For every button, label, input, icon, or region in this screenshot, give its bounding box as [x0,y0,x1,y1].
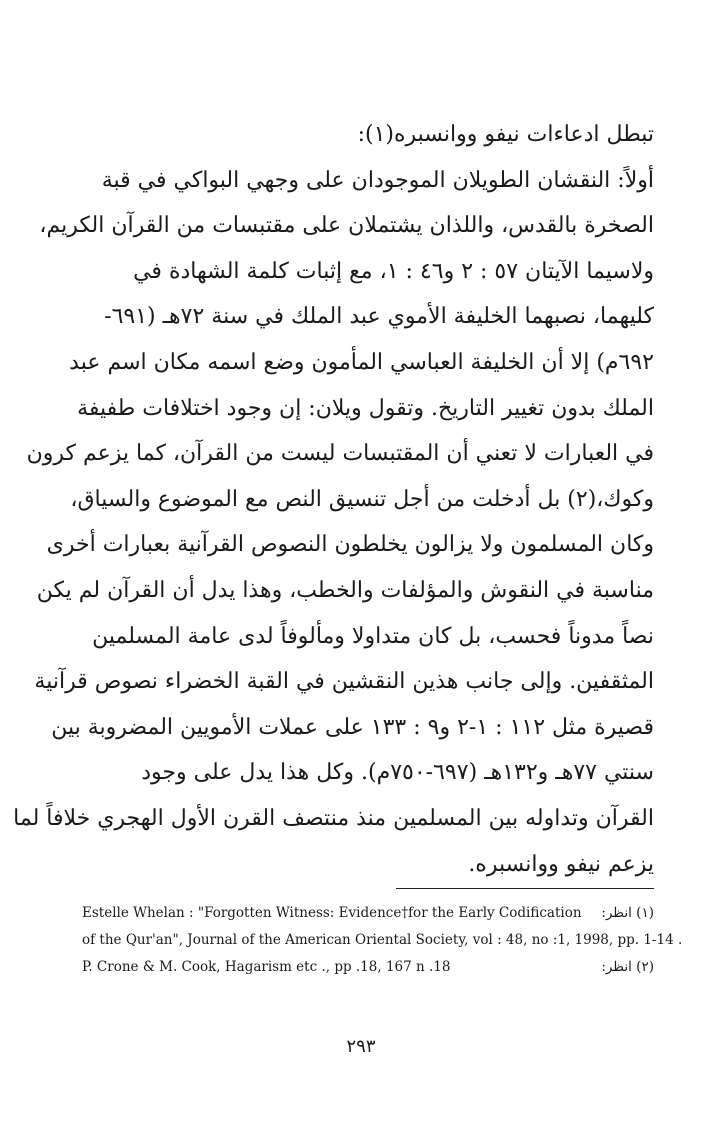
text-line: نصاً مدوناً فحسب، بل كان متداولا ومألوفاً لدى عامة المسلمين [92,623,654,649]
page-number: ٢٩٣ [346,1036,376,1057]
text-line: أولاً: النقشان الطويلان الموجودان على وجهي البواكي في قبة [101,167,654,193]
text-line: يزعم نيفو ووانسبره. [468,851,654,877]
footnote-1-marker: (١) انظر: [601,905,654,921]
text-line: وكوك،(٢) بل أدخلت من أجل تنسيق النص مع الموضوع والسياق، [70,486,654,512]
main-text-block [13,112,654,887]
text-line: قصيرة مثل ١١٢ : ١-٢ و٩ : ١٣٣ على عملات الأمويين المضروبة بين [51,714,654,740]
footnote-1-text-cont: of the Qur'an", Journal of the American Oriental Society, vol : 48, no :1, 1998, pp. 1-14 . [82,932,683,948]
footnote-2-marker: (٢) انظر: [601,959,654,975]
text-line: الصخرة بالقدس، واللذان يشتملان على مقتبسات من القرآن الكريم، [39,213,654,239]
text-line: وكان المسلمون ولا يزالون يخلطون النصوص القرآنية بعبارات أخرى [46,532,654,558]
text-line: كليهما، نصبهما الخليفة الأموي عبد الملك في سنة ٧٢هـ (٦٩١- [104,304,654,330]
text-line: مناسبة في النقوش والمؤلفات والخطب، وهذا يدل أن القرآن لم يكن [36,577,654,603]
footnote-1-text: Estelle Whelan : "Forgotten Witness: Evidence†for the Early Codification [82,905,582,921]
text-line: المثقفين. وإلى جانب هذين النقشين في القبة الخضراء نصوص قرآنية [34,669,654,695]
text-line: ٦٩٢م) إلا أن الخليفة العباسي المأمون وضع اسمه مكان اسم عبد [69,349,654,375]
text-line: سنتي ٧٧هـ و١٣٢هـ (٦٩٧-٧٥٠م). وكل هذا يدل على وجود [141,760,654,786]
footnote-2-text: P. Crone & M. Cook, Hagarism etc ., pp .18, 167 n .18 [82,959,451,975]
text-line: تبطل ادعاءات نيفو ووانسبره(١): [357,122,654,147]
text-line: الملك بدون تغيير التاريخ. وتقول ويلان: إن وجود اختلافات طفيفة [77,395,654,421]
text-line: القرآن وتداوله بين المسلمين منذ منتصف القرن الأول الهجري خلافاً لما [13,805,654,831]
footnote-divider [396,888,654,889]
text-line: في العبارات لا تعني أن المقتبسات ليست من القرآن، كما يزعم كرون [26,441,654,467]
text-line: ولاسيما الآيتان ٥٧ : ٢ و٤٦ : ١، مع إثبات كلمة الشهادة في [133,258,654,284]
footnote-2 [82,954,654,981]
footnotes-block [82,900,683,981]
footnote-1 [82,900,654,927]
footnote-1-continuation [82,927,683,954]
